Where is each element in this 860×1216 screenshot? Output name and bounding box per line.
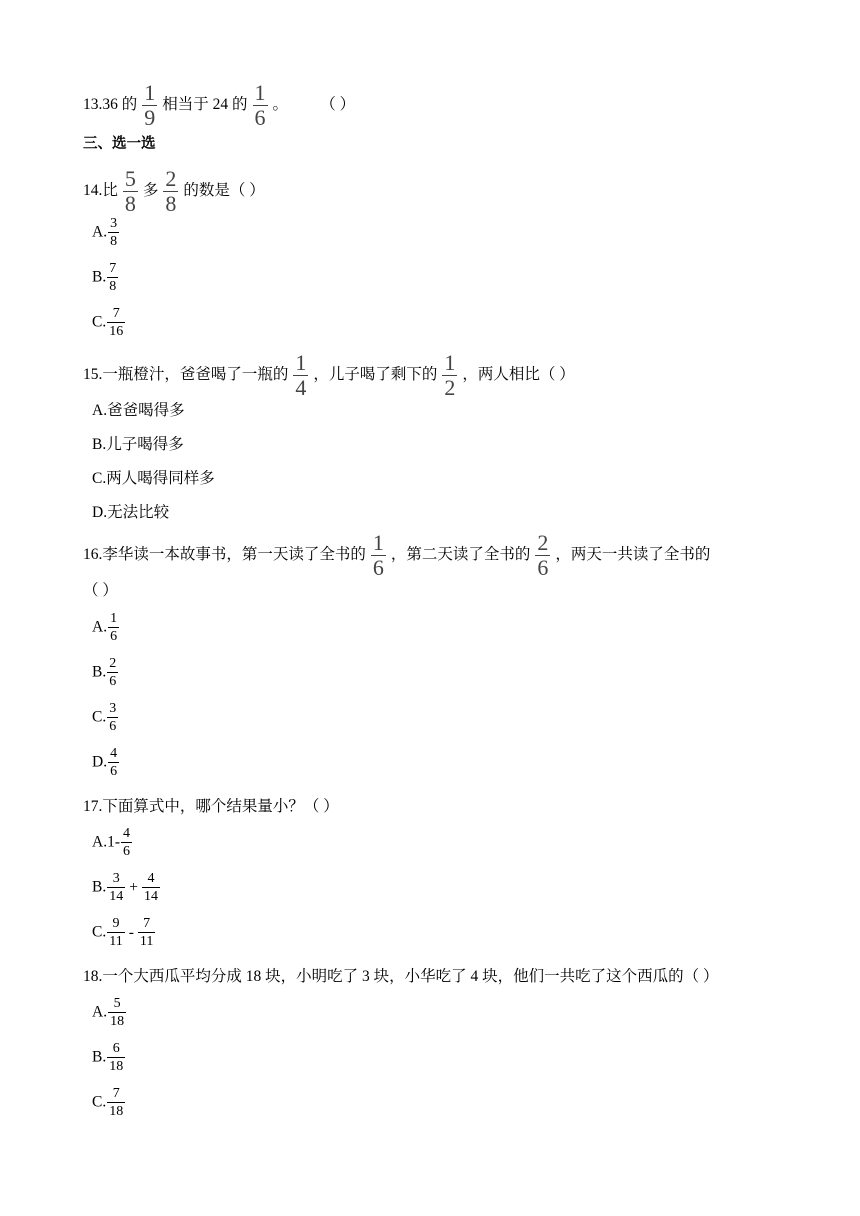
q13-answer-blank: （ ）: [328, 96, 356, 114]
q14-text: 14.比: [83, 182, 118, 200]
q15-text-post: ，两人相比（ ）: [462, 366, 575, 384]
q16-text-mid: ，第二天读了全书的: [390, 546, 531, 564]
q16-text: 16.李华读一本故事书，第一天读了全书的: [83, 546, 366, 564]
q16-text-post: ，两天一共读了全书的: [555, 546, 711, 564]
q18-option-a[interactable]: A. $\frac{5}{18}$: [92, 996, 125, 1029]
q14-text-post: 的数是（ ）: [183, 182, 265, 200]
q16-option-a[interactable]: A. $\frac{1}{6}$: [92, 611, 118, 644]
q17-option-c[interactable]: C. $\frac{9}{11}$ - $\frac{7}{11}$: [92, 916, 154, 949]
q13-text-mid: 相当于 24 的: [162, 96, 248, 114]
q16-option-b[interactable]: B. $\frac{2}{6}$: [92, 656, 117, 689]
q16-option-d[interactable]: D. $\frac{4}{6}$: [92, 746, 118, 779]
q14-option-c[interactable]: C. $\frac{7}{16}$: [92, 306, 124, 339]
question-18: 18.一个大西瓜平均分成 18 块，小明吃了 3 块，小华吃了 4 块，他们一共吃了这个西瓜的（ ）: [83, 968, 719, 985]
q15-option-a[interactable]: A.爸爸喝得多: [92, 402, 185, 419]
question-14: [83, 168, 265, 215]
q17-option-a[interactable]: A.1- $\frac{4}{6}$: [92, 826, 130, 859]
question-17: 17.下面算式中，哪个结果量小？（ ）: [83, 798, 339, 815]
q15-option-b[interactable]: B.儿子喝得多: [92, 436, 184, 453]
q15-option-d[interactable]: D.无法比较: [92, 504, 170, 521]
q14-text-mid: 多: [142, 182, 159, 200]
q15-fraction-1: $\frac{1}{4}$: [295, 350, 307, 400]
q14-option-b[interactable]: B. $\frac{7}{8}$: [92, 261, 117, 294]
q18-option-c[interactable]: C. $\frac{7}{18}$: [92, 1086, 124, 1119]
q15-fraction-2: $\frac{1}{2}$: [444, 350, 456, 400]
q16-option-c[interactable]: C. $\frac{3}{6}$: [92, 701, 117, 734]
q13-text: 13.36 的: [83, 96, 138, 114]
q13-fraction-1: $\frac{1}{9}$: [144, 80, 156, 130]
question-16: [83, 532, 710, 579]
q16-fraction-1: $\frac{1}{6}$: [372, 530, 384, 580]
q17-option-b[interactable]: B. $\frac{3}{14}$ + $\frac{4}{14}$: [92, 871, 158, 904]
question-13: [83, 82, 355, 129]
q13-fraction-2: $\frac{1}{6}$: [254, 80, 266, 130]
q13-text-post: 。: [272, 96, 289, 114]
q15-text-mid: ，儿子喝了剩下的: [313, 366, 438, 384]
q14-fraction-1: $\frac{5}{8}$: [124, 166, 136, 216]
q18-option-b[interactable]: B. $\frac{6}{18}$: [92, 1041, 124, 1074]
q14-fraction-2: $\frac{2}{8}$: [165, 166, 177, 216]
q16-answer-blank: （ ）: [83, 582, 118, 599]
q15-option-c[interactable]: C.两人喝得同样多: [92, 470, 215, 487]
q16-fraction-2: $\frac{2}{6}$: [537, 530, 549, 580]
question-15: [83, 352, 575, 399]
q14-option-a[interactable]: A. $\frac{3}{8}$: [92, 216, 118, 249]
q15-text: 15.一瓶橙汁，爸爸喝了一瓶的: [83, 366, 289, 384]
section-heading: 三、选一选: [83, 136, 156, 152]
